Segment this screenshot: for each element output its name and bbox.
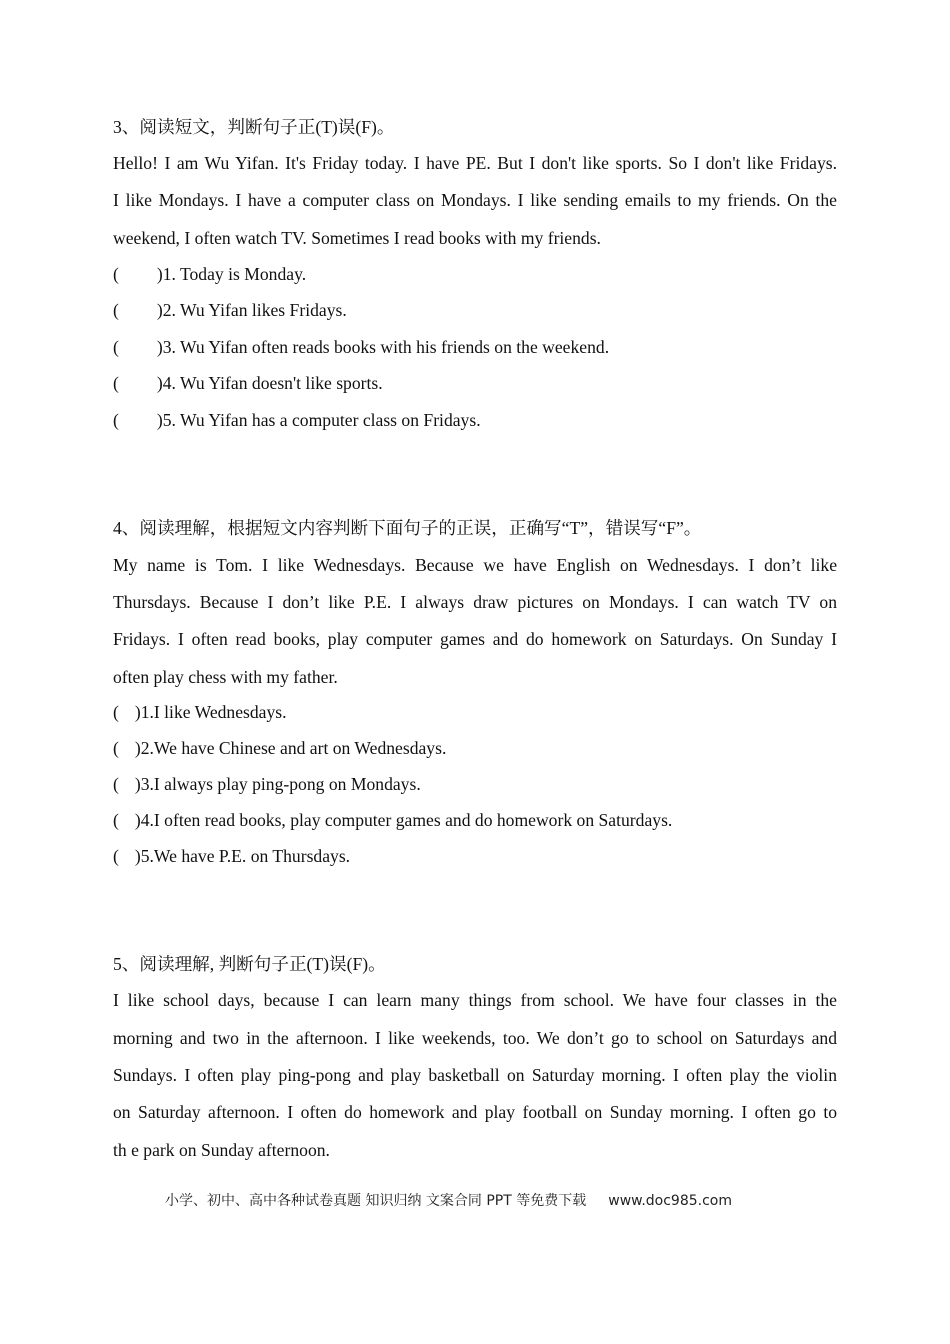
answer-blank-open[interactable]: ( <box>113 738 119 758</box>
question-text: )4. Wu Yifan doesn't like sports. <box>156 373 383 393</box>
question-text: )3.I always play ping-pong on Mondays. <box>134 774 421 794</box>
section-3-question-4 <box>113 372 383 394</box>
footer-text: 小学、初中、高中各种试卷真题 知识归纳 文案合同 PPT 等免费下载 <box>165 1193 587 1209</box>
answer-blank-open[interactable]: ( <box>113 774 119 794</box>
section-3-passage-line: I like Mondays. I have a computer class on Mondays. I like sending emails to my friends. On the <box>113 190 837 210</box>
section-5-passage-line: th e park on Sunday afternoon. <box>113 1140 330 1160</box>
section-4-question-1 <box>113 701 287 723</box>
section-4-passage-line: Thursdays. Because I don’t like P.E. I always draw pictures on Mondays. I can watch TV on <box>113 592 837 612</box>
question-text: )2. Wu Yifan likes Fridays. <box>156 300 347 320</box>
question-text: )5.We have P.E. on Thursdays. <box>134 846 351 866</box>
question-text: )2.We have Chinese and art on Wednesdays. <box>134 738 447 758</box>
section-4-passage-line: often play chess with my father. <box>113 667 338 687</box>
section-5-passage-line: Sundays. I often play ping-pong and play basketball on Saturday morning. I often play the violin <box>113 1065 837 1085</box>
answer-blank-open[interactable]: ( <box>113 373 119 393</box>
answer-blank-open[interactable]: ( <box>113 846 119 866</box>
section-3-question-5 <box>113 409 481 431</box>
section-4-question-5 <box>113 845 350 867</box>
answer-blank-open[interactable]: ( <box>113 300 119 320</box>
question-text: )4.I often read books, play computer games and do homework on Saturdays. <box>134 810 673 830</box>
question-text: )5. Wu Yifan has a computer class on Fridays. <box>156 410 481 430</box>
section-5-passage-line: on Saturday afternoon. I often do homework and play football on Sunday morning. I often go to <box>113 1102 837 1122</box>
section-5-passage-line: morning and two in the afternoon. I like weekends, too. We don’t go to school on Saturdays and <box>113 1028 837 1048</box>
section-4-heading: 4、阅读理解，根据短文内容判断下面句子的正误，正确写“T”，错误写“F”。 <box>113 518 702 538</box>
answer-blank-open[interactable]: ( <box>113 702 119 722</box>
section-5-passage-line: I like school days, because I can learn many things from school. We have four classes in the <box>113 990 837 1010</box>
section-5-heading: 5、阅读理解, 判断句子正(T)误(F)。 <box>113 954 386 974</box>
section-4-question-2 <box>113 737 446 759</box>
answer-blank-open[interactable]: ( <box>113 337 119 357</box>
answer-blank-open[interactable]: ( <box>113 264 119 284</box>
section-4-passage-line: My name is Tom. I like Wednesdays. Because we have English on Wednesdays. I don’t like <box>113 555 837 575</box>
answer-blank-open[interactable]: ( <box>113 810 119 830</box>
section-3-question-3 <box>113 336 609 358</box>
question-text: )1.I like Wednesdays. <box>134 702 287 722</box>
section-3-passage-line: Hello! I am Wu Yifan. It's Friday today. I have PE. But I don't like sports. So I don't like Fridays. <box>113 153 837 173</box>
section-3-heading: 3、阅读短文，判断句子正(T)误(F)。 <box>113 117 395 137</box>
question-text: )1. Today is Monday. <box>156 264 307 284</box>
section-4-question-3 <box>113 773 421 795</box>
section-3-question-1 <box>113 263 306 285</box>
question-text: )3. Wu Yifan often reads books with his friends on the weekend. <box>156 337 610 357</box>
footer-site-link[interactable]: www.doc985.com <box>608 1193 732 1209</box>
section-3-question-2 <box>113 299 347 321</box>
section-4-passage-line: Fridays. I often read books, play computer games and do homework on Saturdays. On Sunday I <box>113 629 837 649</box>
answer-blank-open[interactable]: ( <box>113 410 119 430</box>
page-footer <box>165 1191 732 1211</box>
section-3-passage-line: weekend, I often watch TV. Sometimes I read books with my friends. <box>113 228 601 248</box>
section-4-question-4 <box>113 809 672 831</box>
